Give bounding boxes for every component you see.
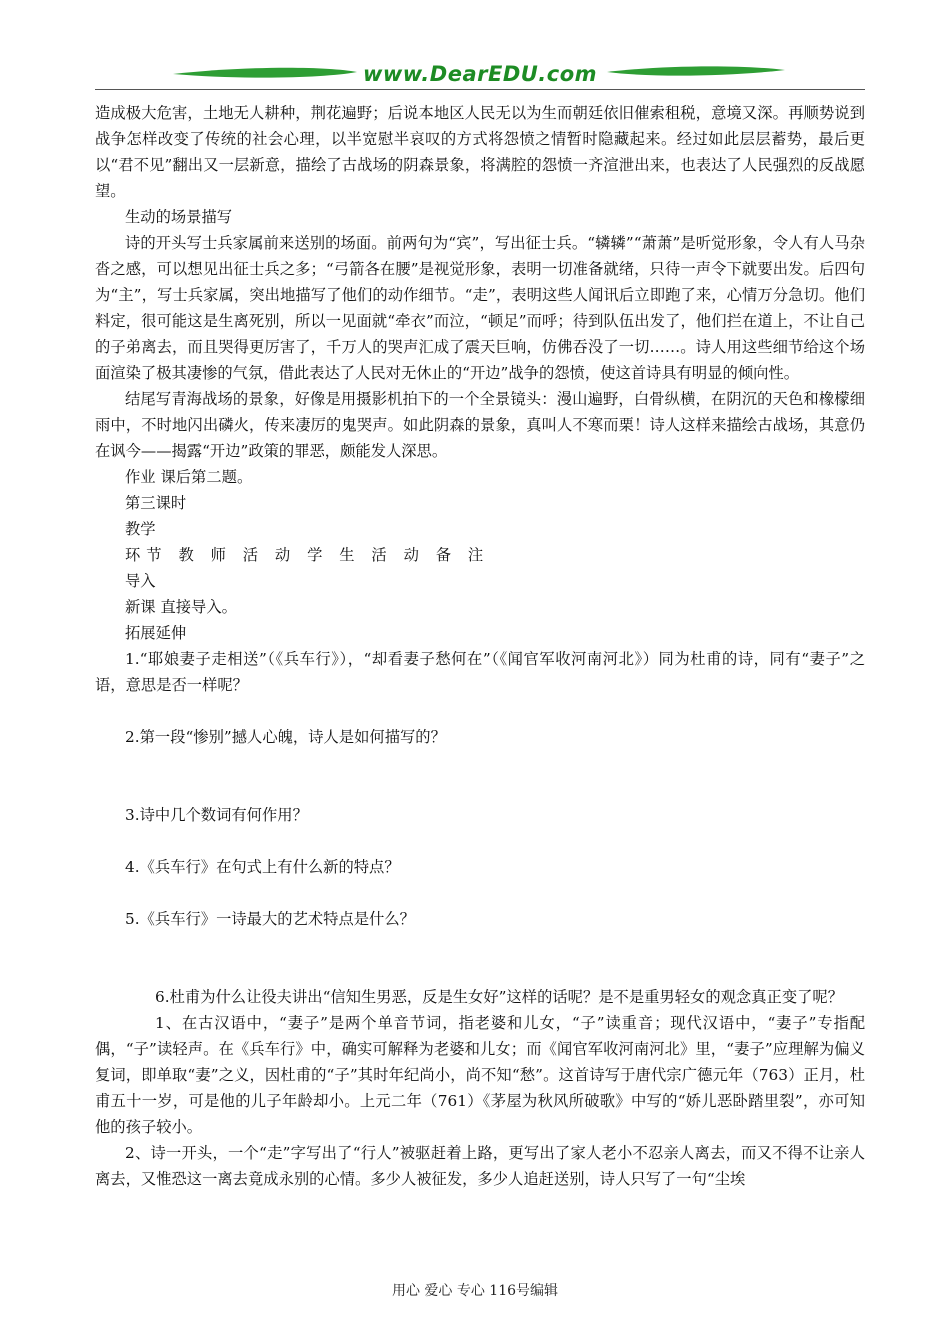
site-name: www.DearEDU.com [362,62,598,86]
question-2: 2.第一段“惨别”撼人心魄，诗人是如何描写的？ [125,728,446,746]
question-1: 1.“耶娘妻子走相送”（《兵车行》），“却看妻子愁何在”（《闻官军收河南河北》）同为杜甫的诗，同有“妻子”之语，意思是否一样呢？ [95,650,865,694]
question-4: 4.《兵车行》在句式上有什么新的特点？ [125,858,400,876]
page-footer: 用心 爱心 专心 116号编辑 [391,1283,559,1299]
teaching-label: 教学 [125,520,156,538]
answer-2: 2、诗一开头，一个“走”字写出了“行人”被驱赶着上路，更写出了家人老小不忍亲人离去，而又不得不让亲人离去，又惟恐这一离去竟成永别的心情。多少人被征发，多少人追赶送别，诗人只写了一句“尘埃 [95,1144,865,1188]
new-lesson-line: 新课 直接导入。 [125,598,237,616]
header-divider [95,89,865,90]
paragraph: 诗的开头写士兵家属前来送别的场面。前两句为“宾”，写出征士兵。“辚辚”“萧萧”是听觉形象，令人有人马杂沓之感，可以想见出征士兵之多；“弓箭各在腰”是视觉形象，表明一切准备就绪，只待一声令下就要出发。后四句为“主”，写士兵家属，突出地描写了他们的动作细节。“走”，表明这些人闻讯后立即跑了来，心情万分急切。他们料定，很可能这是生离死别，所以一见面就“牵衣”而泣，“顿足”而呼；待到队伍出发了，他们拦在道上，不让自己的子弟离去，而且哭得更厉害了，千万人的哭声汇成了震天巨响，仿佛吞没了一切……。诗人用这些细节给这个场面渲染了极其凄惨的气氛，借此表达了人民对无休止的“开边”战争的怨愤，使这首诗具有明显的倾向性。 [95,234,865,382]
table-header-line: 环节 教 师 活 动 学 生 活 动 备 注 [125,546,490,564]
section-heading: 生动的场景描写 [125,208,233,226]
lesson-title: 第三课时 [125,494,187,512]
document-body [95,100,865,1192]
question-3: 3.诗中几个数词有何作用？ [125,806,308,824]
question-6: 6.杜甫为什么让役夫讲出“信知生男恶，反是生女好”这样的话呢？是不是重男轻女的观念真正变了呢？ [155,988,844,1006]
paragraph: 造成极大危害，土地无人耕种，荆花遍野；后说本地区人民无以为生而朝廷依旧催索租税，意境又深。再顺势说到战争怎样改变了传统的社会心理，以半宽慰半哀叹的方式将怨愤之情暂时隐藏起来。经过如此层层蓄势，最后更以“君不见”翻出又一层新意，描绘了古战场的阴森景象，将满腔的怨愤一齐渲泄出来，也表达了人民强烈的反战愿望。 [95,104,865,200]
homework-line: 作业 课后第二题。 [125,468,253,486]
extend-label: 拓展延伸 [125,624,187,642]
answer-1: 1、在古汉语中，“妻子”是两个单音节词，指老婆和儿女，“子”读重音；现代汉语中，“妻子”专指配偶，“子”读轻声。在《兵车行》中，确实可解释为老婆和儿女；而《闻官军收河南河北》里，“妻子”应理解为偏义复词，即单取“妻”之义，因杜甫的“子”其时年纪尚小，尚不知“愁”。这首诗写于唐代宗广德元年（763）正月，杜甫五十一岁，可是他的儿子年龄却小。上元二年（761）《茅屋为秋风所破歌》中写的“娇儿恶卧踏里裂”，亦可知他的孩子较小。 [95,1014,865,1136]
paragraph: 结尾写青海战场的景象，好像是用摄影机拍下的一个全景镜头：漫山遍野，白骨纵横，在阴沉的天色和橡檬细雨中，不时地闪出磷火，传来凄厉的鬼哭声。如此阴森的景象，真叫人不寒而栗！诗人这样来描绘古战场，其意仍在讽今——揭露“开边”政策的罪恶，颇能发人深思。 [95,390,865,460]
site-header [95,60,865,90]
question-5: 5.《兵车行》一诗最大的艺术特点是什么？ [125,910,415,928]
intro-label: 导入 [125,572,156,590]
